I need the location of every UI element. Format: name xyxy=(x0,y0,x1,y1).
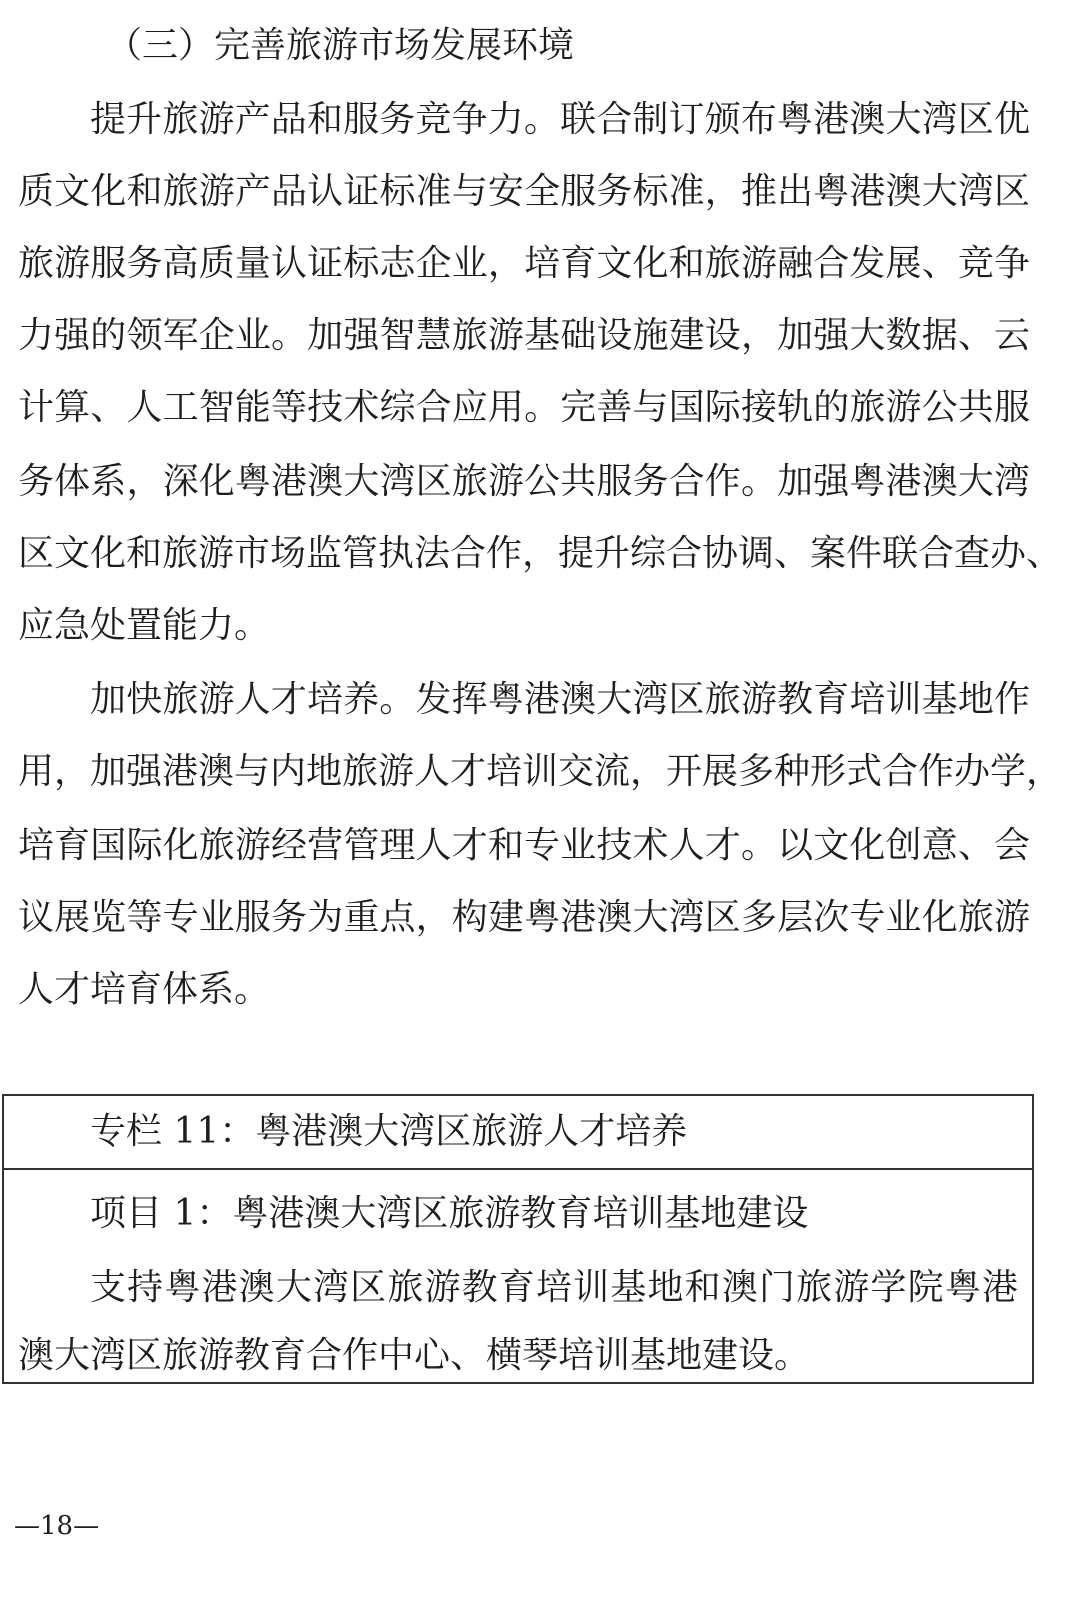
column-box-item-title: 项目 1：粤港澳大湾区旅游教育培训基地建设 xyxy=(90,1193,809,1234)
paragraph-2-line-1: 加快旅游人才培养。发挥粤港澳大湾区旅游教育培训基地作 xyxy=(90,679,1030,720)
paragraph-1-line-2: 质文化和旅游产品认证标准与安全服务标准，推出粤港澳大湾区 xyxy=(18,171,1030,212)
column-box-title: 专栏 11：粤港澳大湾区旅游人才培养 xyxy=(90,1111,688,1152)
paragraph-1-line-6: 务体系，深化粤港澳大湾区旅游公共服务合作。加强粤港澳大湾 xyxy=(18,461,1030,502)
paragraph-1-line-5: 计算、人工智能等技术综合应用。完善与国际接轨的旅游公共服 xyxy=(18,387,1030,428)
column-box-divider xyxy=(2,1168,1034,1170)
section-heading: （三）完善旅游市场发展环境 xyxy=(106,25,575,66)
paragraph-1-line-3: 旅游服务高质量认证标志企业，培育文化和旅游融合发展、竞争 xyxy=(18,243,1030,284)
paragraph-1-line-8: 应急处置能力。 xyxy=(18,605,271,646)
paragraph-1-line-1: 提升旅游产品和服务竞争力。联合制订颁布粤港澳大湾区优 xyxy=(90,99,1030,140)
column-box-body-line-1: 支持粤港澳大湾区旅游教育培训基地和澳门旅游学院粤港 xyxy=(90,1267,1018,1308)
paragraph-2-line-2: 用，加强港澳与内地旅游人才培训交流，开展多种形式合作办学， xyxy=(18,751,1063,792)
page-number: —18— xyxy=(14,1511,100,1541)
paragraph-1-line-4: 力强的领军企业。加强智慧旅游基础设施建设，加强大数据、云 xyxy=(18,315,1030,356)
paragraph-1-line-7: 区文化和旅游市场监管执法合作，提升综合协调、案件联合查办、 xyxy=(18,533,1063,574)
paragraph-2-line-5: 人才培育体系。 xyxy=(18,969,271,1010)
column-box-body-line-2: 澳大湾区旅游教育合作中心、横琴培训基地建设。 xyxy=(18,1335,811,1376)
paragraph-2-line-4: 议展览等专业服务为重点，构建粤港澳大湾区多层次专业化旅游 xyxy=(18,897,1030,938)
paragraph-2-line-3: 培育国际化旅游经营管理人才和专业技术人才。以文化创意、会 xyxy=(18,825,1030,866)
